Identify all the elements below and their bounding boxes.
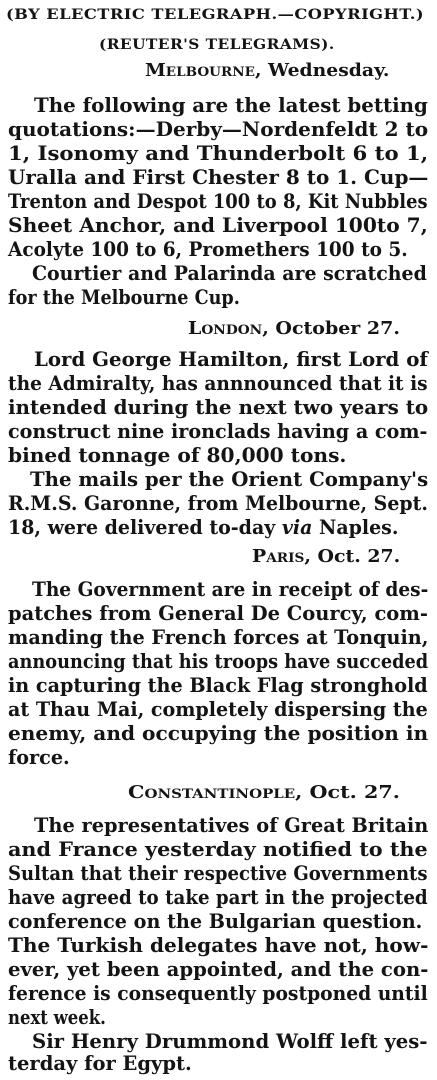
text-line: Sheet Anchor, and Liverpool 100to 7,	[8, 214, 428, 237]
text-line: have agreed to take part in the projected	[8, 886, 428, 909]
text-line: The mails per the Orient Company's	[30, 468, 429, 491]
dateline-day: , Oct. 27.	[304, 546, 401, 567]
text-line: Sultan that their respective Governments	[8, 862, 428, 885]
text-line: ference is consequently postponed until	[8, 982, 428, 1005]
dateline-constantinople	[128, 784, 400, 802]
text-line: quotations:—Derby—Nordenfeldt 2 to	[8, 118, 429, 141]
text-line: Lord George Hamilton, first Lord of	[34, 348, 428, 371]
dateline-day: , Wednesday.	[254, 60, 390, 81]
text-line: Trenton and Despot 100 to 8, Kit Nubbles	[8, 190, 428, 213]
text-line: Sir Henry Drummond Wolff left yes-	[32, 1030, 428, 1053]
text-line: The Turkish delegates have not, how-	[8, 934, 429, 957]
text-line: ever, yet been appointed, and the con-	[8, 958, 429, 981]
dateline-place: Paris	[252, 546, 305, 567]
text-run-italic: via	[281, 516, 313, 539]
text-line: in capturing the Black Flag stronghold	[8, 674, 428, 697]
text-run: Naples.	[312, 516, 399, 539]
text-line: The Government are in receipt of des-	[32, 578, 429, 601]
telegraph-header: (BY ELECTRIC TELEGRAPH.—COPYRIGHT.)	[6, 7, 425, 23]
text-line: patches from General De Courcy, com-	[8, 602, 428, 625]
reuters-header: (REUTER'S TELEGRAMS).	[99, 37, 335, 53]
text-line: terday for Egypt.	[8, 1052, 192, 1075]
dateline-place: Constantinople	[128, 782, 296, 803]
text-line: construct nine ironclads having a com-	[8, 420, 428, 443]
text-line: for the Melbourne Cup.	[8, 286, 240, 309]
text-line	[8, 518, 398, 538]
dateline-day: , Oct. 27.	[295, 782, 400, 803]
text-line: conference on the Bulgarian question.	[8, 910, 423, 933]
dateline-paris	[252, 548, 400, 566]
text-line: Courtier and Palarinda are scratched	[32, 262, 427, 285]
dateline-place: Melbourne	[145, 60, 255, 81]
dateline-day: , October 27.	[262, 318, 400, 339]
text-line: bined tonnage of 80,000 tons.	[8, 444, 347, 467]
text-line: enemy, and occupying the position in	[8, 722, 429, 745]
text-line: next week.	[8, 1006, 106, 1029]
dateline-melbourne	[145, 62, 389, 80]
text-run: 18, were delivered to-day	[8, 516, 282, 539]
dateline-place: London	[188, 318, 263, 339]
text-line: Uralla and First Chester 8 to 1. Cup—	[8, 166, 429, 189]
text-line: announcing that his troops have succeded	[8, 650, 429, 673]
text-line: and France yesterday notified to the	[8, 838, 428, 861]
text-line: R.M.S. Garonne, from Melbourne, Sept.	[8, 492, 428, 515]
text-line: Acolyte 100 to 6, Promethers 100 to 5.	[8, 238, 408, 261]
text-line: force.	[8, 746, 70, 769]
dateline-london	[188, 320, 400, 338]
text-line: intended during the next two years to	[8, 396, 429, 419]
text-line: The representatives of Great Britain	[34, 814, 429, 837]
text-line: The following are the latest betting	[34, 94, 428, 117]
text-line: 1, Isonomy and Thunderbolt 6 to 1,	[8, 142, 429, 165]
text-line: at Thau Mai, completely dispersing the	[8, 698, 428, 721]
text-line: manding the French forces at Tonquin,	[8, 626, 429, 649]
text-line: the Admiralty, has annnounced that it is	[8, 372, 428, 395]
